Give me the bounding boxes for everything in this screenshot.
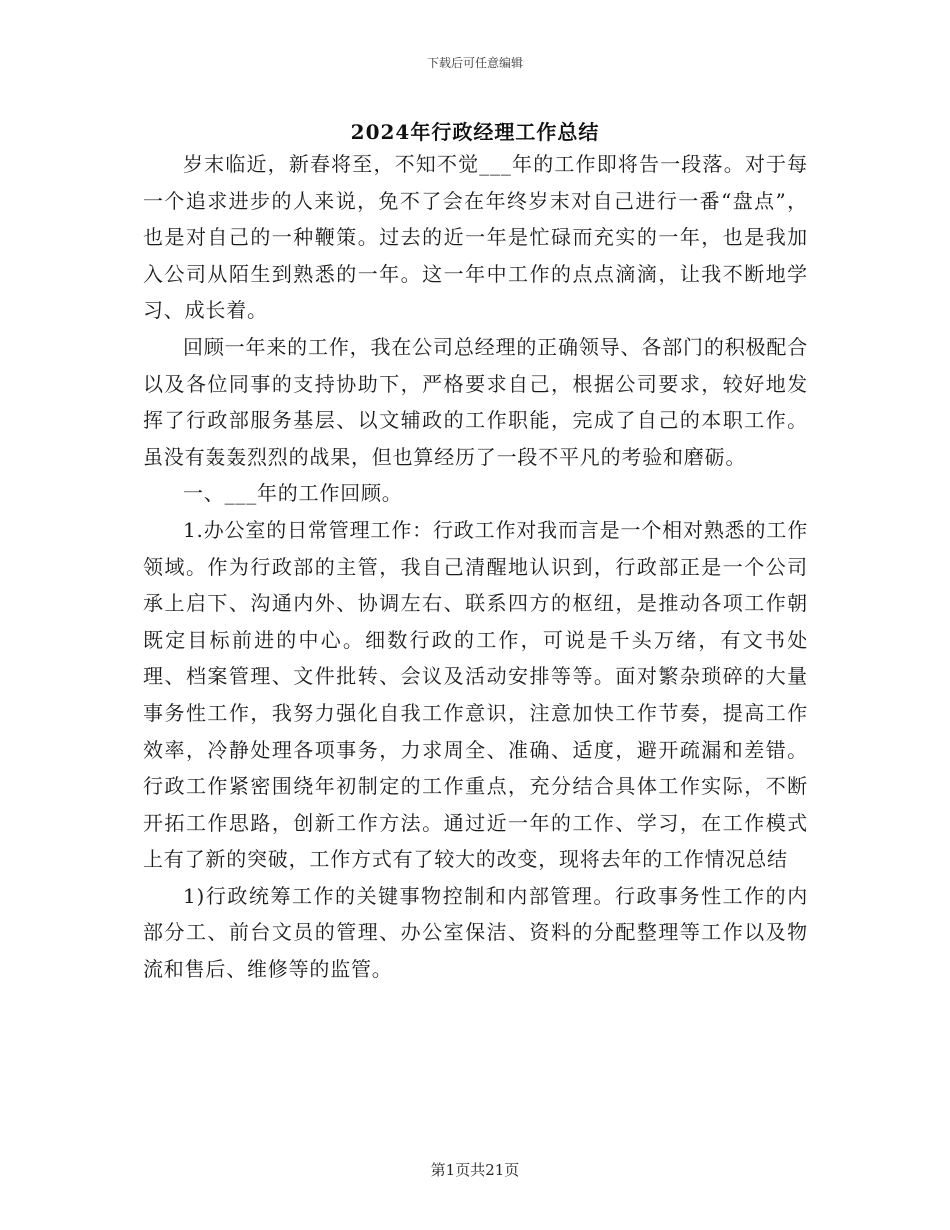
- page-header-note: 下载后可任意编辑: [426, 56, 523, 70]
- page-number-footer: 第1页共21页: [430, 1161, 520, 1179]
- document-title: 2024年行政经理工作总结: [350, 120, 600, 144]
- section-heading-work-review: 一、___年的工作回顾。: [183, 481, 403, 506]
- paragraph-review-summary: 回顾一年来的工作，我在公司总经理的正确领导、各部门的积极配合以及各位同事的支持协助下，严格要求自己，根据公司要求，较好地发挥了行政部服务基层、以文辅政的工作职能，完成了自己的本职工作。虽没有轰轰烈烈的战果，但也算经历了一段不平凡的考验和磨砺。: [143, 334, 808, 469]
- paragraph-office-management: 1.办公室的日常管理工作：行政工作对我而言是一个相对熟悉的工作领域。作为行政部的主管，我自己清醒地认识到，行政部正是一个公司承上启下、沟通内外、协调左右、联系四方的枢纽，是推动各项工作朝既定目标前进的中心。细数行政的工作，可说是千头万绪，有文书处理、档案管理、文件批转、会议及活动安排等等。面对繁杂琐碎的大量事务性工作，我努力强化自我工作意识，注意加快工作节奏，提高工作效率，冷静处理各项事务，力求周全、准确、适度，避开疏漏和差错。行政工作紧密围绕年初制定的工作重点，充分结合具体工作实际，不断开拓工作思路，创新工作方法。通过近一年的工作、学习，在工作模式上有了新的突破，工作方式有了较大的改变，现将去年的工作情况总结: [143, 517, 808, 872]
- document-body: [143, 146, 808, 988]
- paragraph-admin-coordination: 1)行政统筹工作的关键事物控制和内部管理。行政事务性工作的内部分工、前台文员的管理、办公室保洁、资料的分配整理等工作以及物流和售后、维修等的监管。: [143, 883, 808, 982]
- paragraph-intro: 岁末临近，新春将至，不知不觉___年的工作即将告一段落。对于每一个追求进步的人来说，免不了会在年终岁末对自己进行一番“盘点”，也是对自己的一种鞭策。过去的近一年是忙碌而充实的一年，也是我加入公司从陌生到熟悉的一年。这一年中工作的点点滴滴，让我不断地学习、成长着。: [143, 152, 808, 323]
